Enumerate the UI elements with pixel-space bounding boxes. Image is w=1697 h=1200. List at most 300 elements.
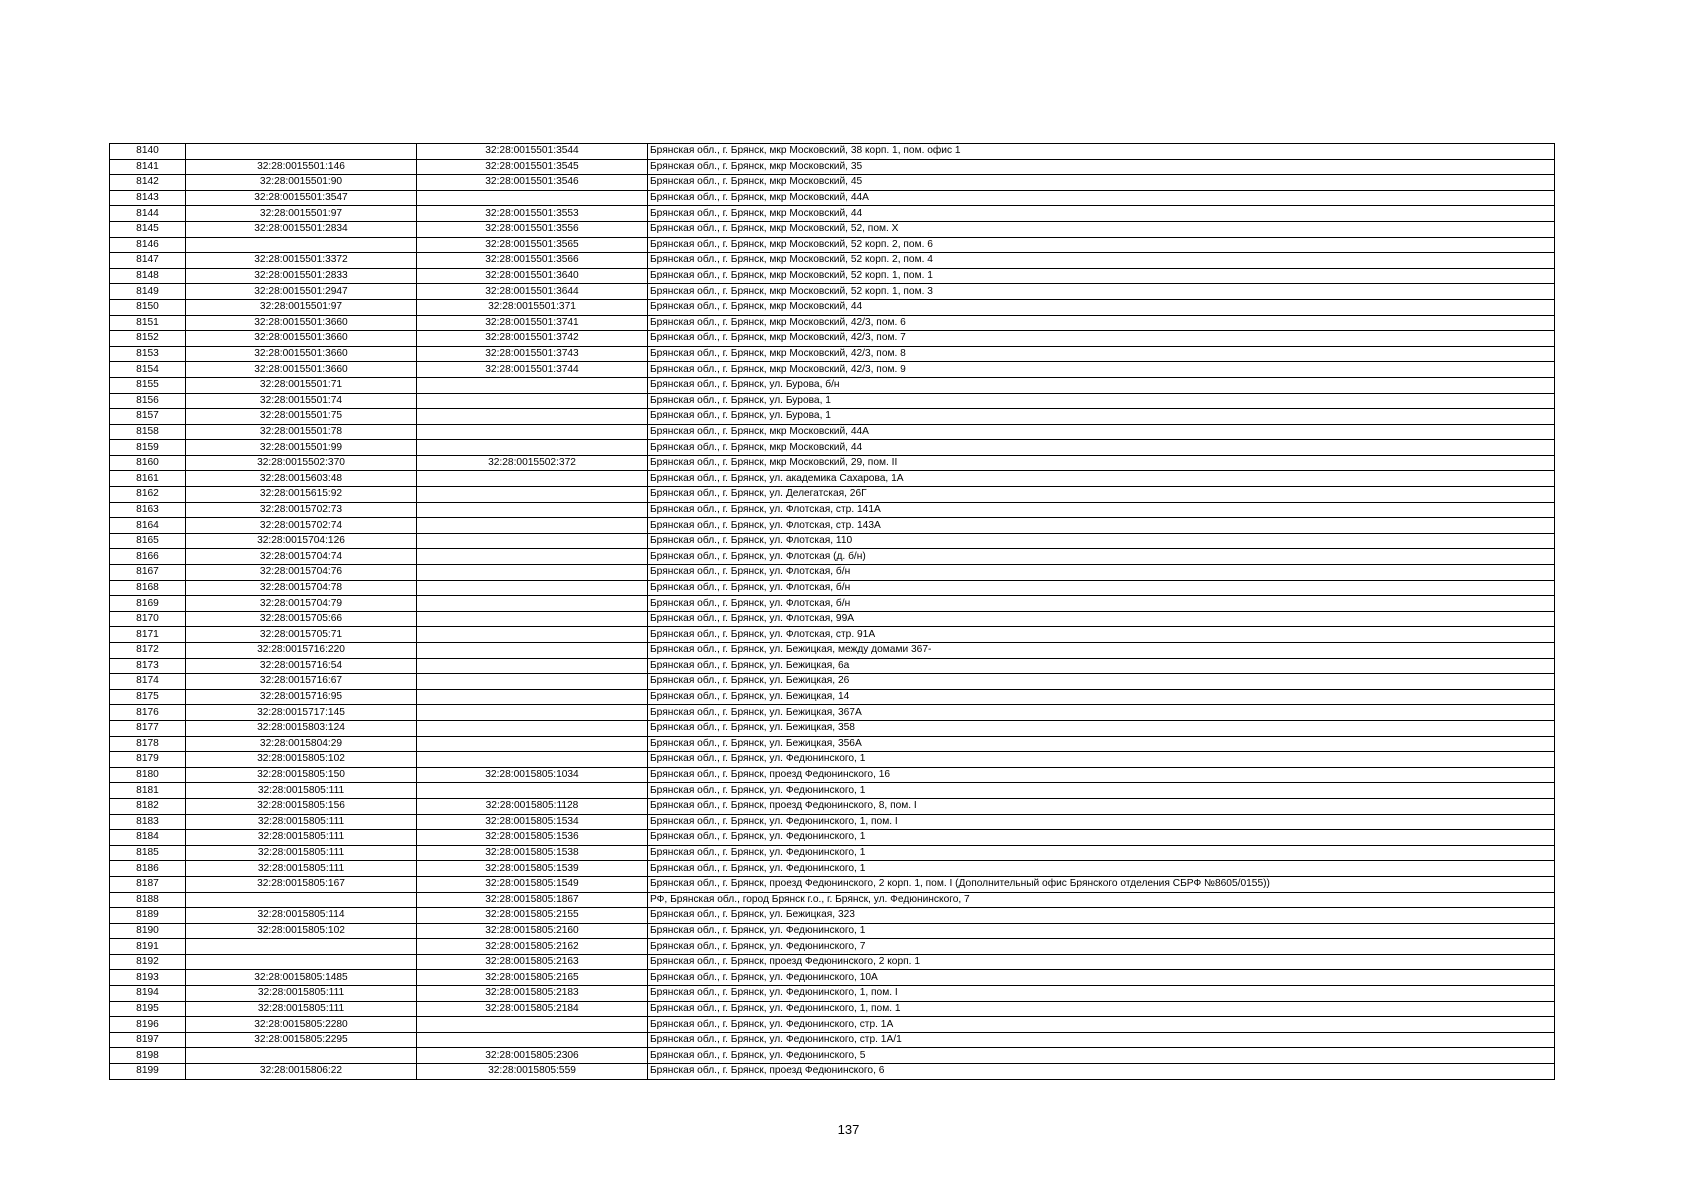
parcel-cadastral-number-cell: 32:28:0015704:126 [186,533,417,549]
object-cadastral-number-cell [417,533,648,549]
address-cell: Брянская обл., г. Брянск, ул. Бежицкая, 367А [648,705,1555,721]
row-number-cell: 8161 [110,471,186,487]
address-cell: Брянская обл., г. Брянск, ул. Федюнинского, 1, пом. 1 [648,1001,1555,1017]
address-cell: Брянская обл., г. Брянск, мкр Московский, 52 корп. 1, пом. 3 [648,284,1555,300]
table-row [110,471,1555,487]
object-cadastral-number-cell [417,689,648,705]
parcel-cadastral-number-cell: 32:28:0015501:71 [186,377,417,393]
address-cell: Брянская обл., г. Брянск, мкр Московский, 45 [648,175,1555,191]
table-row [110,206,1555,222]
object-cadastral-number-cell: 32:28:0015805:2184 [417,1001,648,1017]
address-cell: Брянская обл., г. Брянск, ул. Бежицкая, 14 [648,689,1555,705]
parcel-cadastral-number-cell: 32:28:0015805:111 [186,861,417,877]
row-number-cell: 8195 [110,1001,186,1017]
table-row [110,720,1555,736]
table-row [110,783,1555,799]
table-row [110,237,1555,253]
table-row [110,518,1555,534]
object-cadastral-number-cell [417,643,648,659]
object-cadastral-number-cell [417,627,648,643]
address-cell: Брянская обл., г. Брянск, ул. Федюнинского, 1 [648,783,1555,799]
object-cadastral-number-cell [417,783,648,799]
address-cell: Брянская обл., г. Брянск, ул. Федюнинского, 1 [648,861,1555,877]
address-cell: Брянская обл., г. Брянск, мкр Московский, 29, пом. II [648,455,1555,471]
address-cell: Брянская обл., г. Брянск, проезд Федюнинского, 8, пом. I [648,798,1555,814]
row-number-cell: 8141 [110,159,186,175]
parcel-cadastral-number-cell: 32:28:0015501:3372 [186,253,417,269]
parcel-cadastral-number-cell: 32:28:0015704:76 [186,565,417,581]
table-row [110,798,1555,814]
table-row [110,1048,1555,1064]
address-cell: Брянская обл., г. Брянск, ул. Федюнинского, 1 [648,752,1555,768]
parcel-cadastral-number-cell: 32:28:0015704:79 [186,596,417,612]
address-cell: Брянская обл., г. Брянск, ул. Федюнинского, 1 [648,845,1555,861]
parcel-cadastral-number-cell: 32:28:0015716:67 [186,674,417,690]
row-number-cell: 8172 [110,643,186,659]
object-cadastral-number-cell: 32:28:0015805:1536 [417,830,648,846]
address-cell: Брянская обл., г. Брянск, ул. Федюнинского, 1, пом. I [648,986,1555,1002]
object-cadastral-number-cell: 32:28:0015805:1534 [417,814,648,830]
object-cadastral-number-cell: 32:28:0015501:3546 [417,175,648,191]
row-number-cell: 8158 [110,424,186,440]
parcel-cadastral-number-cell: 32:28:0015704:74 [186,549,417,565]
row-number-cell: 8165 [110,533,186,549]
parcel-cadastral-number-cell: 32:28:0015805:150 [186,767,417,783]
address-cell: Брянская обл., г. Брянск, мкр Московский, 42/3, пом. 8 [648,346,1555,362]
address-cell: Брянская обл., г. Брянск, ул. Флотская, б/н [648,565,1555,581]
address-cell: Брянская обл., г. Брянск, ул. Федюнинского, 7 [648,939,1555,955]
parcel-cadastral-number-cell: 32:28:0015502:370 [186,455,417,471]
address-cell: Брянская обл., г. Брянск, проезд Федюнинского, 6 [648,1064,1555,1080]
address-cell: Брянская обл., г. Брянск, мкр Московский, 44А [648,424,1555,440]
object-cadastral-number-cell [417,674,648,690]
row-number-cell: 8187 [110,876,186,892]
address-cell: Брянская обл., г. Брянск, ул. Бурова, 1 [648,409,1555,425]
object-cadastral-number-cell: 32:28:0015805:1034 [417,767,648,783]
table-row [110,705,1555,721]
parcel-cadastral-number-cell: 32:28:0015716:220 [186,643,417,659]
row-number-cell: 8181 [110,783,186,799]
address-cell: Брянская обл., г. Брянск, мкр Московский, 52 корп. 2, пом. 4 [648,253,1555,269]
row-number-cell: 8190 [110,923,186,939]
row-number-cell: 8167 [110,565,186,581]
object-cadastral-number-cell: 32:28:0015805:559 [417,1064,648,1080]
table-row [110,923,1555,939]
address-cell: Брянская обл., г. Брянск, ул. Бежицкая, между домами 367- [648,643,1555,659]
table-row [110,299,1555,315]
table-row [110,1032,1555,1048]
row-number-cell: 8194 [110,986,186,1002]
address-cell: Брянская обл., г. Брянск, мкр Московский, 42/3, пом. 9 [648,362,1555,378]
object-cadastral-number-cell [417,611,648,627]
parcel-cadastral-number-cell: 32:28:0015805:102 [186,923,417,939]
table-row [110,533,1555,549]
object-cadastral-number-cell: 32:28:0015805:1538 [417,845,648,861]
address-cell: Брянская обл., г. Брянск, ул. Федюнинского, 10А [648,970,1555,986]
table-row [110,455,1555,471]
row-number-cell: 8186 [110,861,186,877]
address-cell: Брянская обл., г. Брянск, ул. Флотская (д. б/н) [648,549,1555,565]
object-cadastral-number-cell [417,393,648,409]
object-cadastral-number-cell [417,518,648,534]
row-number-cell: 8185 [110,845,186,861]
address-cell: Брянская обл., г. Брянск, мкр Московский, 44 [648,440,1555,456]
object-cadastral-number-cell: 32:28:0015501:3741 [417,315,648,331]
data-table [109,143,1555,1080]
parcel-cadastral-number-cell: 32:28:0015501:97 [186,299,417,315]
row-number-cell: 8197 [110,1032,186,1048]
address-cell: Брянская обл., г. Брянск, проезд Федюнинского, 2 корп. 1 [648,954,1555,970]
table-row [110,440,1555,456]
row-number-cell: 8157 [110,409,186,425]
parcel-cadastral-number-cell: 32:28:0015501:3660 [186,315,417,331]
object-cadastral-number-cell [417,424,648,440]
parcel-cadastral-number-cell [186,144,417,160]
object-cadastral-number-cell: 32:28:0015805:2163 [417,954,648,970]
parcel-cadastral-number-cell: 32:28:0015805:167 [186,876,417,892]
parcel-cadastral-number-cell: 32:28:0015603:48 [186,471,417,487]
object-cadastral-number-cell [417,377,648,393]
address-cell: Брянская обл., г. Брянск, ул. академика Сахарова, 1А [648,471,1555,487]
object-cadastral-number-cell: 32:28:0015805:1128 [417,798,648,814]
table-row [110,393,1555,409]
object-cadastral-number-cell [417,596,648,612]
parcel-cadastral-number-cell: 32:28:0015805:111 [186,845,417,861]
table-row [110,939,1555,955]
address-cell: Брянская обл., г. Брянск, мкр Московский, 44А [648,190,1555,206]
row-number-cell: 8149 [110,284,186,300]
parcel-cadastral-number-cell [186,1048,417,1064]
parcel-cadastral-number-cell: 32:28:0015501:74 [186,393,417,409]
row-number-cell: 8152 [110,331,186,347]
table-row [110,346,1555,362]
object-cadastral-number-cell [417,502,648,518]
object-cadastral-number-cell: 32:28:0015805:2155 [417,908,648,924]
row-number-cell: 8155 [110,377,186,393]
address-cell: Брянская обл., г. Брянск, проезд Федюнинского, 16 [648,767,1555,783]
table-body [110,144,1555,1080]
address-cell: Брянская обл., г. Брянск, ул. Флотская, 110 [648,533,1555,549]
row-number-cell: 8183 [110,814,186,830]
address-cell: Брянская обл., г. Брянск, ул. Бежицкая, 356А [648,736,1555,752]
row-number-cell: 8171 [110,627,186,643]
row-number-cell: 8174 [110,674,186,690]
row-number-cell: 8162 [110,487,186,503]
object-cadastral-number-cell: 32:28:0015805:2160 [417,923,648,939]
parcel-cadastral-number-cell: 32:28:0015705:66 [186,611,417,627]
parcel-cadastral-number-cell: 32:28:0015501:2834 [186,221,417,237]
table-row [110,175,1555,191]
object-cadastral-number-cell [417,440,648,456]
parcel-cadastral-number-cell: 32:28:0015501:99 [186,440,417,456]
row-number-cell: 8164 [110,518,186,534]
address-cell: Брянская обл., г. Брянск, мкр Московский, 38 корп. 1, пом. офис 1 [648,144,1555,160]
address-cell: Брянская обл., г. Брянск, ул. Федюнинского, 5 [648,1048,1555,1064]
object-cadastral-number-cell [417,1032,648,1048]
parcel-cadastral-number-cell: 32:28:0015805:102 [186,752,417,768]
row-number-cell: 8156 [110,393,186,409]
parcel-cadastral-number-cell: 32:28:0015501:78 [186,424,417,440]
row-number-cell: 8199 [110,1064,186,1080]
address-cell: Брянская обл., г. Брянск, мкр Московский, 42/3, пом. 7 [648,331,1555,347]
object-cadastral-number-cell [417,487,648,503]
object-cadastral-number-cell: 32:28:0015501:3742 [417,331,648,347]
table-row [110,830,1555,846]
row-number-cell: 8198 [110,1048,186,1064]
address-cell: Брянская обл., г. Брянск, ул. Бежицкая, 6а [648,658,1555,674]
row-number-cell: 8170 [110,611,186,627]
row-number-cell: 8153 [110,346,186,362]
parcel-cadastral-number-cell: 32:28:0015501:146 [186,159,417,175]
address-cell: Брянская обл., г. Брянск, ул. Федюнинского, 1, пом. I [648,814,1555,830]
parcel-cadastral-number-cell: 32:28:0015805:111 [186,783,417,799]
address-cell: Брянская обл., г. Брянск, мкр Московский, 52 корп. 1, пом. 1 [648,268,1555,284]
row-number-cell: 8178 [110,736,186,752]
object-cadastral-number-cell [417,705,648,721]
address-cell: Брянская обл., г. Брянск, ул. Флотская, б/н [648,580,1555,596]
row-number-cell: 8163 [110,502,186,518]
address-cell: Брянская обл., г. Брянск, мкр Московский, 44 [648,206,1555,222]
object-cadastral-number-cell: 32:28:0015501:3744 [417,362,648,378]
row-number-cell: 8151 [110,315,186,331]
row-number-cell: 8150 [110,299,186,315]
object-cadastral-number-cell: 32:28:0015501:3544 [417,144,648,160]
address-cell: Брянская обл., г. Брянск, ул. Флотская, стр. 91А [648,627,1555,643]
table-row [110,752,1555,768]
row-number-cell: 8177 [110,720,186,736]
table-row [110,565,1555,581]
object-cadastral-number-cell: 32:28:0015805:1549 [417,876,648,892]
row-number-cell: 8146 [110,237,186,253]
table-row [110,736,1555,752]
parcel-cadastral-number-cell [186,892,417,908]
table-row [110,892,1555,908]
parcel-cadastral-number-cell: 32:28:0015805:2295 [186,1032,417,1048]
parcel-cadastral-number-cell: 32:28:0015806:22 [186,1064,417,1080]
parcel-cadastral-number-cell: 32:28:0015501:2947 [186,284,417,300]
object-cadastral-number-cell [417,549,648,565]
table-row [110,1064,1555,1080]
table-row [110,845,1555,861]
parcel-cadastral-number-cell: 32:28:0015717:145 [186,705,417,721]
parcel-cadastral-number-cell: 32:28:0015705:71 [186,627,417,643]
row-number-cell: 8192 [110,954,186,970]
table-row [110,908,1555,924]
parcel-cadastral-number-cell: 32:28:0015501:3660 [186,346,417,362]
table-row [110,814,1555,830]
parcel-cadastral-number-cell: 32:28:0015805:156 [186,798,417,814]
row-number-cell: 8189 [110,908,186,924]
parcel-cadastral-number-cell: 32:28:0015501:2833 [186,268,417,284]
parcel-cadastral-number-cell: 32:28:0015501:3547 [186,190,417,206]
object-cadastral-number-cell: 32:28:0015805:1539 [417,861,648,877]
address-cell: Брянская обл., г. Брянск, ул. Флотская, стр. 141А [648,502,1555,518]
table-row [110,331,1555,347]
row-number-cell: 8173 [110,658,186,674]
table-row [110,861,1555,877]
object-cadastral-number-cell: 32:28:0015501:3640 [417,268,648,284]
row-number-cell: 8160 [110,455,186,471]
parcel-cadastral-number-cell [186,237,417,253]
row-number-cell: 8175 [110,689,186,705]
object-cadastral-number-cell [417,409,648,425]
table-row [110,876,1555,892]
parcel-cadastral-number-cell: 32:28:0015805:1485 [186,970,417,986]
row-number-cell: 8193 [110,970,186,986]
parcel-cadastral-number-cell: 32:28:0015805:111 [186,1001,417,1017]
table-row [110,315,1555,331]
parcel-cadastral-number-cell: 32:28:0015501:3660 [186,362,417,378]
address-cell: Брянская обл., г. Брянск, ул. Бурова, б/н [648,377,1555,393]
object-cadastral-number-cell [417,752,648,768]
address-cell: Брянская обл., г. Брянск, ул. Федюнинского, стр. 1А/1 [648,1032,1555,1048]
object-cadastral-number-cell: 32:28:0015501:3556 [417,221,648,237]
address-cell: Брянская обл., г. Брянск, ул. Бурова, 1 [648,393,1555,409]
address-cell: Брянская обл., г. Брянск, мкр Московский, 44 [648,299,1555,315]
object-cadastral-number-cell [417,658,648,674]
address-cell: Брянская обл., г. Брянск, ул. Федюнинского, 1 [648,923,1555,939]
address-cell: РФ, Брянская обл., город Брянск г.о., г. Брянск, ул. Федюнинского, 7 [648,892,1555,908]
row-number-cell: 8169 [110,596,186,612]
object-cadastral-number-cell: 32:28:0015805:2306 [417,1048,648,1064]
address-cell: Брянская обл., г. Брянск, ул. Федюнинского, стр. 1А [648,1017,1555,1033]
table-row [110,643,1555,659]
parcel-cadastral-number-cell: 32:28:0015501:75 [186,409,417,425]
row-number-cell: 8168 [110,580,186,596]
table-row [110,954,1555,970]
row-number-cell: 8166 [110,549,186,565]
address-cell: Брянская обл., г. Брянск, ул. Делегатская, 26Г [648,487,1555,503]
parcel-cadastral-number-cell: 32:28:0015805:111 [186,986,417,1002]
table-row [110,658,1555,674]
object-cadastral-number-cell [417,190,648,206]
row-number-cell: 8180 [110,767,186,783]
table-row [110,767,1555,783]
table-row [110,689,1555,705]
parcel-cadastral-number-cell [186,954,417,970]
address-cell: Брянская обл., г. Брянск, ул. Федюнинского, 1 [648,830,1555,846]
object-cadastral-number-cell: 32:28:0015501:371 [417,299,648,315]
row-number-cell: 8144 [110,206,186,222]
address-cell: Брянская обл., г. Брянск, мкр Московский, 35 [648,159,1555,175]
row-number-cell: 8142 [110,175,186,191]
parcel-cadastral-number-cell: 32:28:0015704:78 [186,580,417,596]
parcel-cadastral-number-cell: 32:28:0015501:97 [186,206,417,222]
table-row [110,1001,1555,1017]
object-cadastral-number-cell [417,471,648,487]
object-cadastral-number-cell: 32:28:0015502:372 [417,455,648,471]
row-number-cell: 8182 [110,798,186,814]
table-row [110,970,1555,986]
address-cell: Брянская обл., г. Брянск, ул. Флотская, 99А [648,611,1555,627]
table-row [110,159,1555,175]
address-cell: Брянская обл., г. Брянск, проезд Федюнинского, 2 корп. 1, пом. I (Дополнительный офис Брянского отделения СБРФ №8605/0155)) [648,876,1555,892]
row-number-cell: 8145 [110,221,186,237]
row-number-cell: 8147 [110,253,186,269]
table-row [110,487,1555,503]
object-cadastral-number-cell [417,736,648,752]
table-row [110,627,1555,643]
table-row [110,611,1555,627]
table-row [110,377,1555,393]
table-row [110,284,1555,300]
parcel-cadastral-number-cell: 32:28:0015702:73 [186,502,417,518]
table-row [110,502,1555,518]
parcel-cadastral-number-cell: 32:28:0015501:90 [186,175,417,191]
parcel-cadastral-number-cell: 32:28:0015501:3660 [186,331,417,347]
address-cell: Брянская обл., г. Брянск, мкр Московский, 42/3, пом. 6 [648,315,1555,331]
object-cadastral-number-cell [417,580,648,596]
address-cell: Брянская обл., г. Брянск, мкр Московский, 52 корп. 2, пом. 6 [648,237,1555,253]
table-row [110,986,1555,1002]
address-cell: Брянская обл., г. Брянск, мкр Московский, 52, пом. X [648,221,1555,237]
parcel-cadastral-number-cell: 32:28:0015805:111 [186,830,417,846]
table-row [110,674,1555,690]
object-cadastral-number-cell: 32:28:0015501:3644 [417,284,648,300]
object-cadastral-number-cell: 32:28:0015501:3565 [417,237,648,253]
object-cadastral-number-cell: 32:28:0015501:3566 [417,253,648,269]
parcel-cadastral-number-cell: 32:28:0015702:74 [186,518,417,534]
parcel-cadastral-number-cell: 32:28:0015805:2280 [186,1017,417,1033]
parcel-cadastral-number-cell: 32:28:0015805:114 [186,908,417,924]
object-cadastral-number-cell: 32:28:0015501:3743 [417,346,648,362]
table-row [110,268,1555,284]
table-row [110,221,1555,237]
parcel-cadastral-number-cell: 32:28:0015804:29 [186,736,417,752]
row-number-cell: 8188 [110,892,186,908]
address-cell: Брянская обл., г. Брянск, ул. Флотская, стр. 143А [648,518,1555,534]
object-cadastral-number-cell [417,720,648,736]
address-cell: Брянская обл., г. Брянск, ул. Флотская, б/н [648,596,1555,612]
address-cell: Брянская обл., г. Брянск, ул. Бежицкая, 26 [648,674,1555,690]
object-cadastral-number-cell: 32:28:0015501:3553 [417,206,648,222]
table-row [110,362,1555,378]
object-cadastral-number-cell [417,1017,648,1033]
row-number-cell: 8154 [110,362,186,378]
page-number: 137 [837,1122,860,1137]
table-row [110,190,1555,206]
object-cadastral-number-cell: 32:28:0015805:2165 [417,970,648,986]
table-row [110,549,1555,565]
table-row [110,144,1555,160]
parcel-cadastral-number-cell [186,939,417,955]
row-number-cell: 8184 [110,830,186,846]
table-row [110,424,1555,440]
object-cadastral-number-cell: 32:28:0015805:2162 [417,939,648,955]
object-cadastral-number-cell [417,565,648,581]
table-row [110,409,1555,425]
parcel-cadastral-number-cell: 32:28:0015805:111 [186,814,417,830]
row-number-cell: 8140 [110,144,186,160]
row-number-cell: 8191 [110,939,186,955]
row-number-cell: 8143 [110,190,186,206]
address-cell: Брянская обл., г. Брянск, ул. Бежицкая, 358 [648,720,1555,736]
object-cadastral-number-cell: 32:28:0015501:3545 [417,159,648,175]
row-number-cell: 8159 [110,440,186,456]
parcel-cadastral-number-cell: 32:28:0015803:124 [186,720,417,736]
table-row [110,580,1555,596]
parcel-cadastral-number-cell: 32:28:0015716:95 [186,689,417,705]
object-cadastral-number-cell: 32:28:0015805:2183 [417,986,648,1002]
row-number-cell: 8148 [110,268,186,284]
table-row [110,253,1555,269]
row-number-cell: 8176 [110,705,186,721]
row-number-cell: 8179 [110,752,186,768]
table-row [110,1017,1555,1033]
parcel-cadastral-number-cell: 32:28:0015615:92 [186,487,417,503]
table-row [110,596,1555,612]
address-cell: Брянская обл., г. Брянск, ул. Бежицкая, 323 [648,908,1555,924]
